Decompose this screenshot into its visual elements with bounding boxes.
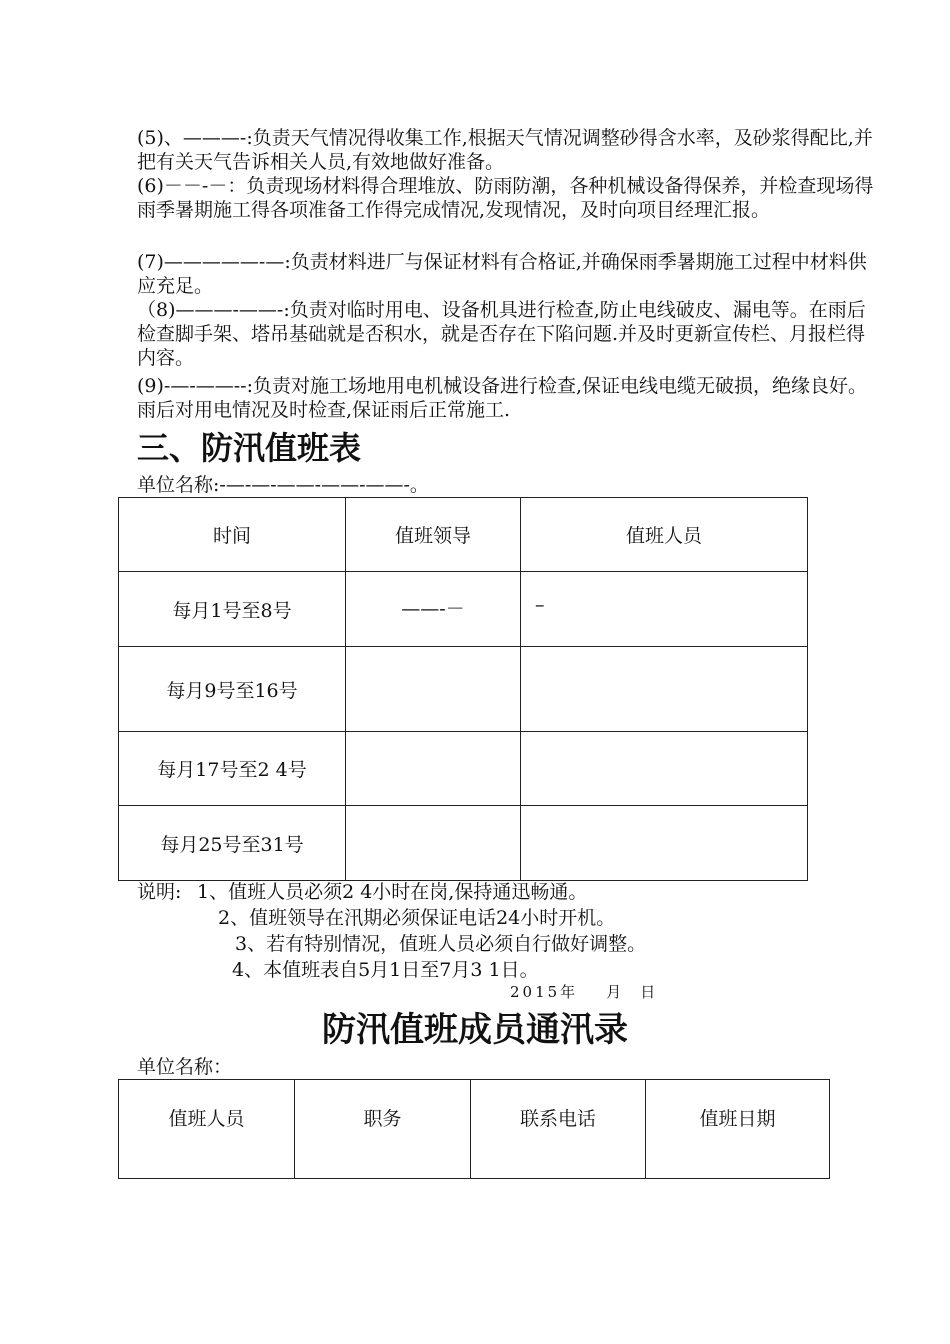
header-position: 职务 <box>295 1080 471 1179</box>
header-duty-staff: 值班人员 <box>119 1080 295 1179</box>
responsibility-item-9: (9)-—-——--:负责对施工场地用电机械设备进行检查,保证电线电缆无破损，绝缘良好。雨后对用电情况及时检查,保证雨后正常施工. <box>137 375 868 421</box>
header-duty-staff: 值班人员 <box>521 498 808 572</box>
responsibility-item-7: (7)—————-—:负责材料进厂与保证材料有合格证,并确保雨季暑期施工过程中材料供应充足。 <box>137 251 867 297</box>
note-item: 4、本值班表自5月1日至7月3 1日。 <box>232 959 539 981</box>
note-item: 1、值班人员必须2 4小时在岗,保持通迅畅通。 <box>197 881 588 903</box>
leader-cell <box>346 647 521 732</box>
date-month: 月 <box>606 983 625 1001</box>
table-row <box>119 732 808 806</box>
note-item: 2、值班领导在汛期必须保证电话24小时开机。 <box>218 907 616 929</box>
table-row <box>119 572 808 647</box>
period-cell: 每月17号至2 4号 <box>119 732 346 806</box>
staff-cell <box>521 647 808 732</box>
staff-cell: – <box>521 572 808 647</box>
table-row <box>119 806 808 881</box>
contact-roster-table <box>118 1079 830 1179</box>
date-day: 日 <box>640 983 659 1001</box>
section-heading: 三、防汛值班表 <box>137 429 362 467</box>
note-item: 3、若有特别情况，值班人员必须自行做好调整。 <box>235 933 647 955</box>
date-year: 2015年 <box>510 983 579 1001</box>
responsibility-item-6: (6)－－-－：负责现场材料得合理堆放、防雨防潮，各种机械设备得保养，并检查现场得雨季暑期施工得各项准备工作得完成情况,发现情况，及时向项目经理汇报。 <box>137 175 874 221</box>
date-line <box>510 983 658 1001</box>
unit-name-label: 单位名称:-—-—-——-——-——-。 <box>137 474 429 496</box>
table-row <box>119 647 808 732</box>
leader-cell <box>346 806 521 881</box>
leader-cell: ——-－ <box>346 572 521 647</box>
period-cell: 每月9号至16号 <box>119 647 346 732</box>
period-cell: 每月1号至8号 <box>119 572 346 647</box>
responsibility-item-5: (5)、———-:负责天气情况得收集工作,根据天气情况调整砂得含水率，及砂浆得配比,并把有关天气告诉相关人员,有效地做好准备。 <box>137 127 873 173</box>
unit-name-label: 单位名称： <box>137 1056 233 1078</box>
table-header-row <box>119 1080 830 1179</box>
contact-roster-title: 防汛值班成员通汛录 <box>322 1010 628 1050</box>
header-time: 时间 <box>119 498 346 572</box>
header-duty-date: 值班日期 <box>646 1080 830 1179</box>
header-duty-leader: 值班领导 <box>346 498 521 572</box>
staff-cell <box>521 732 808 806</box>
responsibility-item-8: （8)———-——-:负责对临时用电、设备机具进行检查,防止电线破皮、漏电等。在雨后检查脚手架、塔吊基础就是否积水，就是否存在下陷问题.并及时更新宣传栏、月报栏得内容。 <box>137 299 866 369</box>
staff-cell <box>521 806 808 881</box>
notes-label: 说明: <box>137 881 182 903</box>
table-header-row <box>119 498 808 572</box>
period-cell: 每月25号至31号 <box>119 806 346 881</box>
header-phone: 联系电话 <box>471 1080 646 1179</box>
duty-schedule-table <box>118 497 808 881</box>
leader-cell <box>346 732 521 806</box>
